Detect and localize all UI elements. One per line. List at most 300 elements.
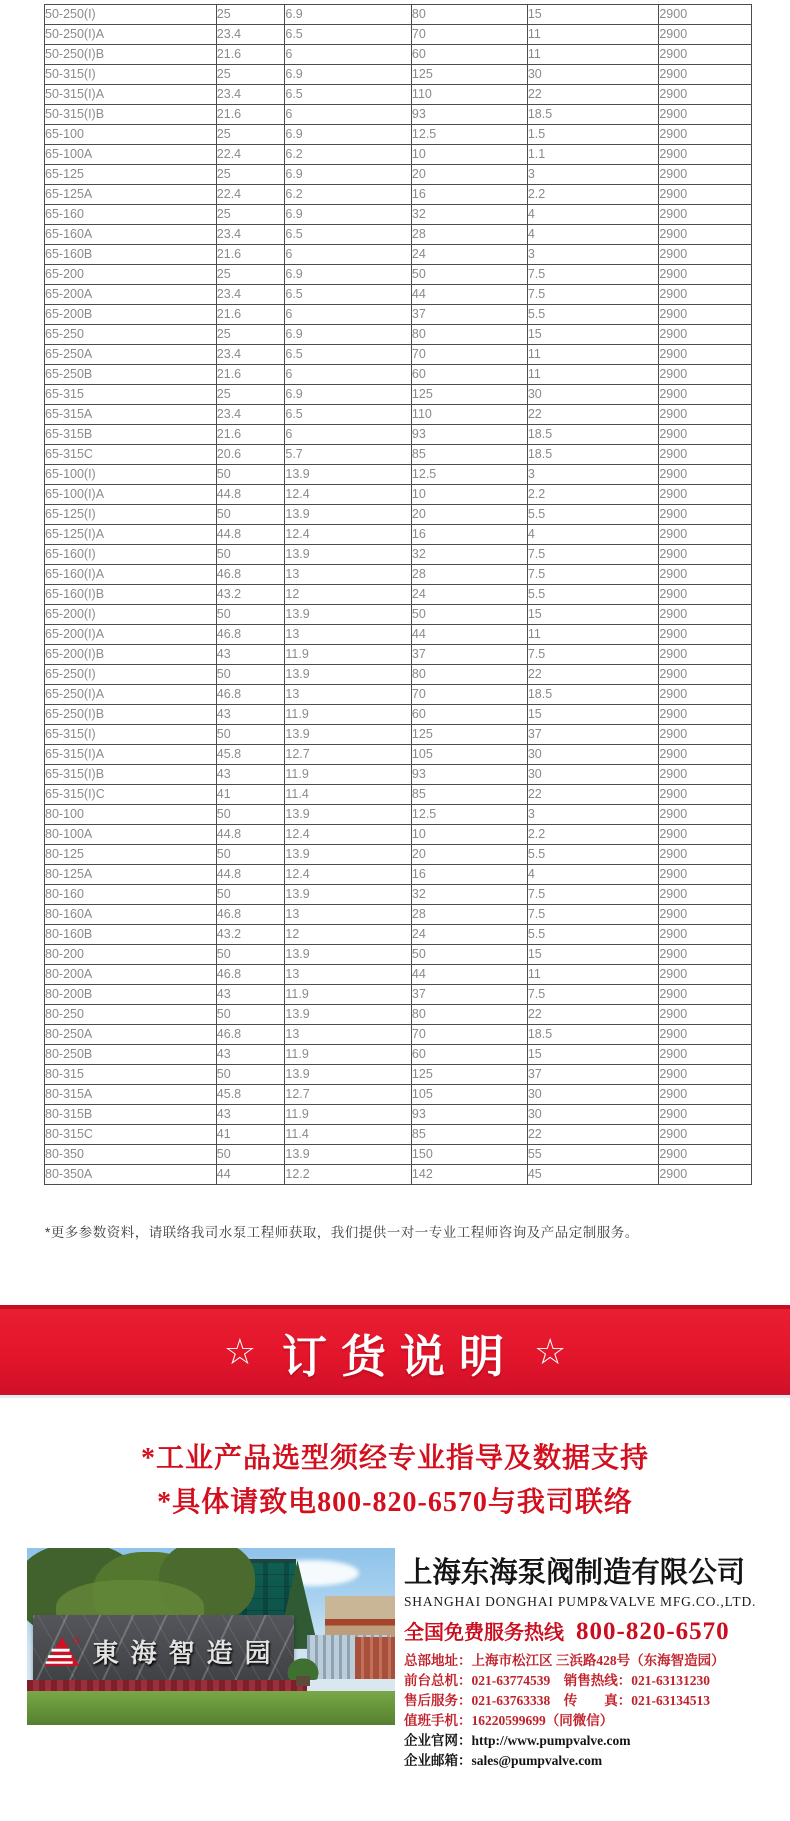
star-icon: ☆ [534,1331,567,1372]
table-cell: 80-200B [45,985,217,1005]
table-cell: 25 [216,65,285,85]
table-cell: 80-315 [45,1065,217,1085]
potted-plant [285,1656,321,1680]
table-cell: 50 [216,505,285,525]
table-row [45,665,752,685]
table-cell: 30 [527,65,659,85]
table-row [45,425,752,445]
table-cell: 60 [411,365,527,385]
table-cell: 65-100 [45,125,217,145]
table-cell: 15 [527,705,659,725]
table-cell: 50-315(I)B [45,105,217,125]
table-cell: 2900 [659,1005,752,1025]
table-cell: 65-250(I)B [45,705,217,725]
table-cell: 12.4 [285,525,412,545]
table-cell: 80-315C [45,1125,217,1145]
table-cell: 80-160B [45,925,217,945]
table-cell: 2900 [659,205,752,225]
table-cell: 43.2 [216,925,285,945]
donghai-triangle-logo [44,1636,80,1667]
table-cell: 50 [216,1005,285,1025]
table-cell: 2900 [659,25,752,45]
table-cell: 21.6 [216,245,285,265]
table-cell: 6.2 [285,185,412,205]
table-cell: 2900 [659,465,752,485]
table-row [45,365,752,385]
table-row [45,885,752,905]
table-cell: 85 [411,1125,527,1145]
table-cell: 1.1 [527,145,659,165]
table-cell: 6 [285,105,412,125]
table-cell: 12.5 [411,125,527,145]
table-cell: 10 [411,485,527,505]
table-row [45,625,752,645]
table-cell: 28 [411,565,527,585]
table-cell: 60 [411,705,527,725]
table-cell: 60 [411,1045,527,1065]
table-cell: 10 [411,145,527,165]
table-row [45,545,752,565]
table-cell: 24 [411,245,527,265]
table-cell: 22 [527,785,659,805]
table-cell: 50 [411,945,527,965]
table-cell: 37 [411,985,527,1005]
contact-line: 前台总机：021-63774539 销售热线：021-63131230 [404,1673,710,1688]
table-row [45,105,752,125]
table-cell: 25 [216,205,285,225]
table-cell: 80-160 [45,885,217,905]
table-row [45,725,752,745]
table-cell: 2900 [659,1045,752,1065]
table-cell: 50 [216,1145,285,1165]
table-cell: 105 [411,745,527,765]
table-row [45,845,752,865]
table-cell: 2.2 [527,485,659,505]
table-cell: 23.4 [216,405,285,425]
table-cell: 65-200(I)A [45,625,217,645]
table-row [45,305,752,325]
table-row [45,785,752,805]
table-row [45,125,752,145]
table-cell: 11 [527,25,659,45]
table-cell: 50 [216,545,285,565]
table-cell: 12.4 [285,485,412,505]
table-cell: 2900 [659,345,752,365]
order-note-line: *具体请致电800-820-6570与我司联络 [157,1487,633,1518]
table-cell: 25 [216,5,285,25]
table-cell: 25 [216,325,285,345]
table-row [45,325,752,345]
table-cell: 13.9 [285,605,412,625]
table-row [45,505,752,525]
table-cell: 32 [411,885,527,905]
table-cell: 65-315(I)C [45,785,217,805]
table-cell: 80-315B [45,1105,217,1125]
table-cell: 65-125(I) [45,505,217,525]
table-cell: 2900 [659,545,752,565]
table-row [45,65,752,85]
table-cell: 13 [285,565,412,585]
table-cell: 7.5 [527,285,659,305]
table-cell: 2900 [659,365,752,385]
table-cell: 12.4 [285,865,412,885]
table-cell: 80-100 [45,805,217,825]
table-cell: 7.5 [527,265,659,285]
table-cell: 3 [527,465,659,485]
table-row [45,5,752,25]
table-row [45,285,752,305]
table-cell: 43 [216,765,285,785]
table-cell: 46.8 [216,625,285,645]
table-cell: 25 [216,265,285,285]
company-section [27,1548,763,1771]
table-cell: 6.5 [285,405,412,425]
table-cell: 6.9 [285,385,412,405]
table-cell: 2900 [659,505,752,525]
table-cell: 2900 [659,825,752,845]
table-cell: 44.8 [216,865,285,885]
table-cell: 11.4 [285,785,412,805]
table-row [45,525,752,545]
table-cell: 65-160A [45,225,217,245]
table-cell: 13 [285,685,412,705]
table-row [45,965,752,985]
table-cell: 65-125A [45,185,217,205]
table-cell: 2900 [659,405,752,425]
table-cell: 65-200B [45,305,217,325]
table-cell: 11.9 [285,765,412,785]
table-cell: 65-250(I)A [45,685,217,705]
table-row [45,945,752,965]
table-cell: 13.9 [285,885,412,905]
table-cell: 2900 [659,385,752,405]
table-cell: 6.9 [285,5,412,25]
table-cell: 6.5 [285,85,412,105]
table-row [45,1085,752,1105]
table-cell: 65-315C [45,445,217,465]
table-cell: 21.6 [216,305,285,325]
table-cell: 13.9 [285,945,412,965]
table-row [45,345,752,365]
table-cell: 44.8 [216,825,285,845]
table-cell: 11 [527,365,659,385]
table-row [45,925,752,945]
table-cell: 65-315 [45,385,217,405]
table-cell: 23.4 [216,225,285,245]
table-cell: 2900 [659,265,752,285]
table-cell: 11.9 [285,705,412,725]
table-cell: 5.7 [285,445,412,465]
table-cell: 24 [411,585,527,605]
table-cell: 50 [216,805,285,825]
table-cell: 50-250(I)B [45,45,217,65]
table-cell: 2900 [659,1125,752,1145]
table-cell: 2900 [659,565,752,585]
table-cell: 2900 [659,1145,752,1165]
table-cell: 2900 [659,85,752,105]
table-cell: 11.9 [285,1105,412,1125]
order-notes [0,1437,790,1525]
table-row [45,805,752,825]
table-cell: 44.8 [216,485,285,505]
table-cell: 12.7 [285,745,412,765]
table-cell: 13.9 [285,805,412,825]
table-cell: 11 [527,965,659,985]
table-cell: 6.5 [285,25,412,45]
table-row [45,25,752,45]
table-cell: 16 [411,525,527,545]
table-cell: 2900 [659,765,752,785]
table-row [45,745,752,765]
contact-line: 售后服务：021-63763338 传 真：021-63134513 [404,1693,710,1708]
table-cell: 7.5 [527,565,659,585]
table-cell: 50 [216,845,285,865]
table-cell: 80-125 [45,845,217,865]
table-row [45,485,752,505]
table-cell: 11.9 [285,985,412,1005]
table-cell: 65-200(I)B [45,645,217,665]
table-cell: 43 [216,705,285,725]
table-cell: 50-250(I)A [45,25,217,45]
table-row [45,1105,752,1125]
table-cell: 41 [216,1125,285,1145]
table-cell: 2.2 [527,185,659,205]
table-cell: 2900 [659,1065,752,1085]
table-cell: 3 [527,805,659,825]
table-row [45,585,752,605]
table-cell: 11 [527,45,659,65]
table-cell: 2900 [659,685,752,705]
pump-spec-table-body [45,5,752,1185]
table-cell: 2900 [659,185,752,205]
table-cell: 2900 [659,45,752,65]
table-cell: 18.5 [527,685,659,705]
table-cell: 6 [285,245,412,265]
table-row [45,1125,752,1145]
table-cell: 6.2 [285,145,412,165]
table-cell: 6.5 [285,225,412,245]
table-cell: 2900 [659,625,752,645]
table-cell: 6.9 [285,205,412,225]
table-cell: 50-250(I) [45,5,217,25]
table-cell: 12.5 [411,805,527,825]
table-cell: 142 [411,1165,527,1185]
factory-photo [27,1548,395,1725]
table-cell: 65-160(I)B [45,585,217,605]
table-cell: 65-315A [45,405,217,425]
lawn [27,1691,395,1725]
table-cell: 23.4 [216,285,285,305]
table-cell: 2900 [659,1105,752,1125]
table-cell: 10 [411,825,527,845]
company-info [395,1548,763,1771]
table-cell: 44.8 [216,525,285,545]
table-cell: 43.2 [216,585,285,605]
table-cell: 65-315(I)A [45,745,217,765]
table-cell: 80-350 [45,1145,217,1165]
table-cell: 65-250 [45,325,217,345]
table-cell: 15 [527,945,659,965]
table-cell: 16 [411,865,527,885]
table-cell: 80-125A [45,865,217,885]
hotline-number: 800-820-6570 [576,1618,730,1645]
table-row [45,825,752,845]
table-cell: 2900 [659,785,752,805]
brick-structure [355,1637,395,1679]
table-cell: 93 [411,425,527,445]
table-cell: 21.6 [216,425,285,445]
table-cell: 2900 [659,1165,752,1185]
table-cell: 11 [527,345,659,365]
table-cell: 6.9 [285,265,412,285]
table-row [45,1145,752,1165]
table-cell: 50 [216,605,285,625]
table-cell: 44 [411,285,527,305]
table-cell: 30 [527,765,659,785]
sign-row [44,1633,283,1670]
table-cell: 25 [216,165,285,185]
table-cell: 85 [411,785,527,805]
table-cell: 13.9 [285,845,412,865]
table-cell: 30 [527,385,659,405]
table-cell: 125 [411,385,527,405]
table-cell: 5.5 [527,925,659,945]
table-cell: 20 [411,505,527,525]
table-cell: 70 [411,25,527,45]
table-row [45,1165,752,1185]
table-cell: 20 [411,165,527,185]
table-cell: 46.8 [216,685,285,705]
table-cell: 12 [285,925,412,945]
table-cell: 2900 [659,905,752,925]
table-cell: 12.4 [285,825,412,845]
table-cell: 93 [411,765,527,785]
table-row [45,45,752,65]
table-row [45,905,752,925]
table-cell: 44 [411,965,527,985]
contact-lines [404,1651,763,1771]
table-cell: 45 [527,1165,659,1185]
stone-sign-wall [33,1615,294,1688]
table-cell: 4 [527,225,659,245]
table-cell: 6.5 [285,345,412,365]
table-cell: 13.9 [285,1145,412,1165]
table-cell: 125 [411,65,527,85]
table-cell: 44 [411,625,527,645]
table-cell: 125 [411,1065,527,1085]
table-cell: 2900 [659,65,752,85]
table-cell: 18.5 [527,425,659,445]
table-cell: 2900 [659,885,752,905]
table-cell: 1.5 [527,125,659,145]
table-cell: 46.8 [216,1025,285,1045]
order-note-line: *工业产品选型须经专业指导及数据支持 [140,1443,649,1474]
table-cell: 2900 [659,605,752,625]
table-cell: 80-350A [45,1165,217,1185]
table-cell: 43 [216,645,285,665]
table-cell: 50 [216,465,285,485]
table-cell: 12.7 [285,1085,412,1105]
table-cell: 5.5 [527,505,659,525]
table-cell: 46.8 [216,965,285,985]
table-cell: 21.6 [216,45,285,65]
table-cell: 60 [411,45,527,65]
table-cell: 150 [411,1145,527,1165]
table-row [45,765,752,785]
table-cell: 2900 [659,845,752,865]
table-cell: 7.5 [527,885,659,905]
table-cell: 2900 [659,485,752,505]
table-cell: 2900 [659,1025,752,1045]
contact-line: 企业官网：http://www.pumpvalve.com [404,1733,631,1748]
table-cell: 2900 [659,5,752,25]
table-cell: 2900 [659,145,752,165]
table-cell: 3 [527,245,659,265]
table-cell: 4 [527,205,659,225]
sign-text: 東海智造园 [92,1638,283,1669]
table-cell: 65-250A [45,345,217,365]
table-cell: 2900 [659,705,752,725]
table-cell: 2900 [659,445,752,465]
table-cell: 125 [411,725,527,745]
table-cell: 65-315B [45,425,217,445]
table-cell: 2900 [659,425,752,445]
table-cell: 13.9 [285,1065,412,1085]
hotline-label: 全国免费服务热线 [404,1622,564,1644]
table-cell: 80-160A [45,905,217,925]
table-cell: 7.5 [527,905,659,925]
table-row [45,245,752,265]
table-footnote: *更多参数资料，请联络我司水泵工程师获取，我们提供一对一专业工程师咨询及产品定制服务。 [45,1225,639,1240]
table-row [45,865,752,885]
table-cell: 80 [411,325,527,345]
contact-line: 总部地址：上海市松江区 三浜路428号（东海智造园） [404,1653,725,1668]
table-cell: 70 [411,1025,527,1045]
table-cell: 30 [527,1085,659,1105]
table-cell: 2900 [659,165,752,185]
table-cell: 80 [411,5,527,25]
pump-spec-table-section [44,4,752,1185]
table-cell: 24 [411,925,527,945]
table-cell: 65-100A [45,145,217,165]
table-cell: 46.8 [216,565,285,585]
table-cell: 2900 [659,1085,752,1105]
table-cell: 6 [285,305,412,325]
table-cell: 32 [411,205,527,225]
table-cell: 21.6 [216,365,285,385]
table-row [45,225,752,245]
table-cell: 45.8 [216,1085,285,1105]
table-row [45,985,752,1005]
table-cell: 23.4 [216,345,285,365]
table-cell: 110 [411,85,527,105]
table-cell: 65-125 [45,165,217,185]
table-cell: 6 [285,365,412,385]
table-row [45,1005,752,1025]
table-cell: 30 [527,745,659,765]
table-row [45,385,752,405]
table-cell: 28 [411,905,527,925]
table-cell: 28 [411,225,527,245]
table-cell: 45.8 [216,745,285,765]
table-cell: 6.5 [285,285,412,305]
table-cell: 2900 [659,125,752,145]
table-cell: 50 [216,725,285,745]
table-cell: 65-100(I) [45,465,217,485]
table-cell: 80-200 [45,945,217,965]
star-icon: ☆ [223,1331,256,1372]
table-cell: 50 [216,1065,285,1085]
